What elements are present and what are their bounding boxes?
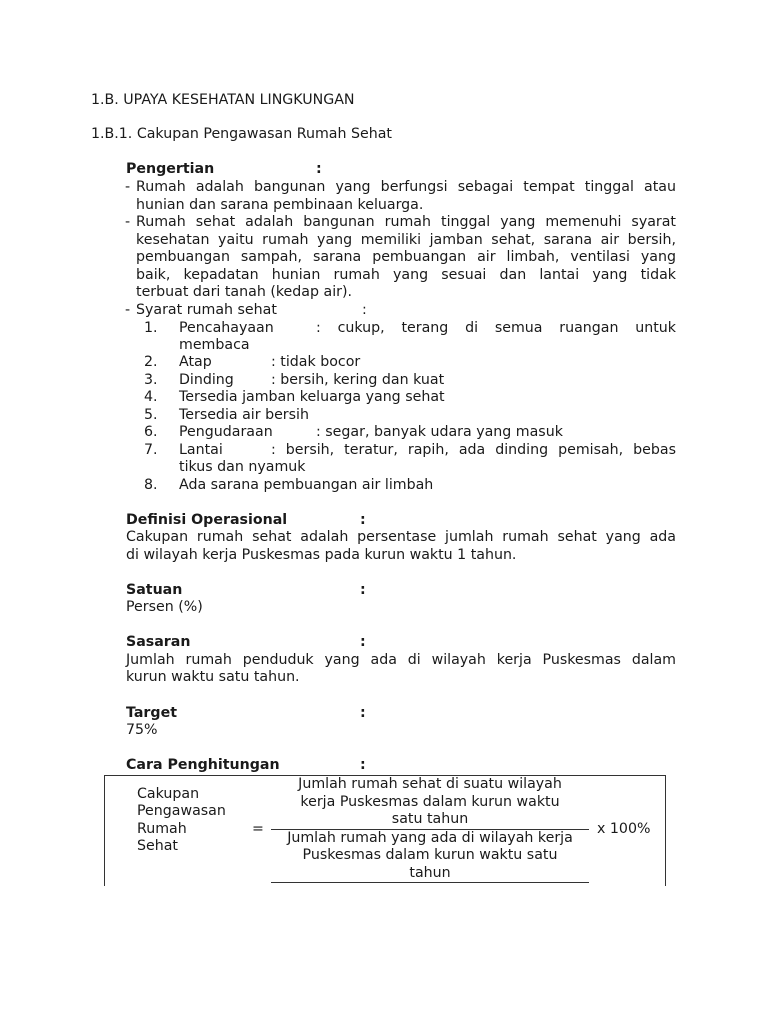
list-item-desc: : bersih, teratur, rapih, ada dinding pemisah, bebas	[271, 442, 676, 458]
bullet-line: terbuat dari tanah (kedap air).	[136, 284, 353, 301]
sasaran-colon: :	[360, 634, 366, 650]
definisi-colon: :	[360, 512, 366, 528]
bullet-line: Rumah adalah bangunan yang berfungsi sebagai tempat tinggal atau	[136, 179, 676, 195]
formula-denominator-line: Puskesmas dalam kurun waktu satu	[302, 847, 558, 863]
satuan-value: Persen (%)	[126, 599, 203, 615]
formula-numerator-line: Jumlah rumah sehat di suatu wilayah	[298, 776, 562, 792]
target-colon: :	[360, 705, 366, 721]
bullet-rumah	[136, 179, 676, 214]
formula-denominator-line: Jumlah rumah yang ada di wilayah kerja	[287, 830, 573, 846]
sasaran-line: Jumlah rumah penduduk yang ada di wilayah kerja Puskesmas dalam	[126, 652, 676, 668]
list-item-text: Pencahayaan	[179, 320, 274, 336]
bullet-line: hunian dan sarana pembinaan keluarga.	[136, 196, 424, 213]
list-item-text: Pengudaraan	[179, 424, 273, 440]
definisi-label: Definisi Operasional	[126, 512, 288, 528]
pengertian-colon: :	[316, 161, 322, 177]
list-item-desc: : tidak bocor	[271, 354, 361, 370]
list-number: 4.	[144, 389, 158, 405]
list-item-text: Lantai	[179, 442, 223, 458]
list-number: 7.	[144, 442, 158, 458]
list-number: 2.	[144, 354, 158, 370]
list-item-text: Tersedia jamban keluarga yang sehat	[179, 389, 445, 405]
formula-equals: =	[252, 821, 264, 837]
syarat-label: Syarat rumah sehat	[136, 302, 277, 318]
bullet-dash: -	[125, 179, 131, 195]
list-item-cont: tikus dan nyamuk	[179, 459, 306, 475]
list-item-text: Ada sarana pembuangan air limbah	[179, 477, 434, 493]
sasaran-line: kurun waktu satu tahun.	[126, 669, 300, 685]
bullet-line: baik, kepadatan hunian rumah yang sesuai dan lantai yang tidak	[136, 266, 676, 283]
target-value: 75%	[126, 722, 158, 738]
satuan-label: Satuan	[126, 582, 183, 598]
formula-lhs-line: Cakupan	[137, 786, 200, 802]
formula-multiplier: x 100%	[597, 821, 651, 837]
list-item-desc: : bersih, kering dan kuat	[271, 372, 445, 388]
list-item-desc: : cukup, terang di semua ruangan untuk	[316, 320, 676, 336]
cara-label: Cara Penghitungan	[126, 757, 280, 773]
formula-lhs-line: Rumah	[137, 821, 187, 837]
bullet-rumah-sehat	[136, 214, 676, 302]
bullet-dash: -	[125, 302, 131, 318]
list-item-text: Dinding	[179, 372, 234, 388]
bullet-line: pembuangan sampah, sarana pembuangan air limbah, ventilasi yang	[136, 249, 676, 266]
definisi-line: di wilayah kerja Puskesmas pada kurun waktu 1 tahun.	[126, 547, 517, 563]
formula-lhs-line: Sehat	[137, 838, 178, 854]
bullet-line: kesehatan yaitu rumah yang memiliki jamban sehat, sarana air bersih,	[136, 231, 676, 248]
syarat-colon: :	[362, 302, 367, 318]
formula-denominator-line: tahun	[409, 865, 451, 881]
subsection-title: 1.B.1. Cakupan Pengawasan Rumah Sehat	[91, 126, 392, 142]
formula-numerator-line: kerja Puskesmas dalam kurun waktu	[300, 794, 560, 810]
list-number: 5.	[144, 407, 158, 423]
list-number: 8.	[144, 477, 158, 493]
denominator-underline	[271, 882, 589, 883]
formula-lhs-line: Pengawasan	[137, 803, 226, 819]
sasaran-label: Sasaran	[126, 634, 191, 650]
list-item-text: Atap	[179, 354, 212, 370]
formula-numerator-line: satu tahun	[391, 811, 469, 827]
target-label: Target	[126, 705, 177, 721]
bullet-dash: -	[125, 214, 131, 230]
satuan-colon: :	[360, 582, 366, 598]
definisi-line: Cakupan rumah sehat adalah persentase jumlah rumah sehat yang ada	[126, 529, 676, 545]
list-item-desc: : segar, banyak udara yang masuk	[316, 424, 563, 440]
section-title: 1.B. UPAYA KESEHATAN LINGKUNGAN	[91, 92, 355, 108]
list-item-cont: membaca	[179, 337, 250, 353]
list-number: 1.	[144, 320, 158, 336]
list-item-text: Tersedia air bersih	[179, 407, 309, 423]
list-number: 3.	[144, 372, 158, 388]
cara-colon: :	[360, 757, 366, 773]
list-number: 6.	[144, 424, 158, 440]
pengertian-label: Pengertian	[126, 161, 215, 177]
bullet-line: Rumah sehat adalah bangunan rumah tinggal yang memenuhi syarat	[136, 214, 676, 230]
